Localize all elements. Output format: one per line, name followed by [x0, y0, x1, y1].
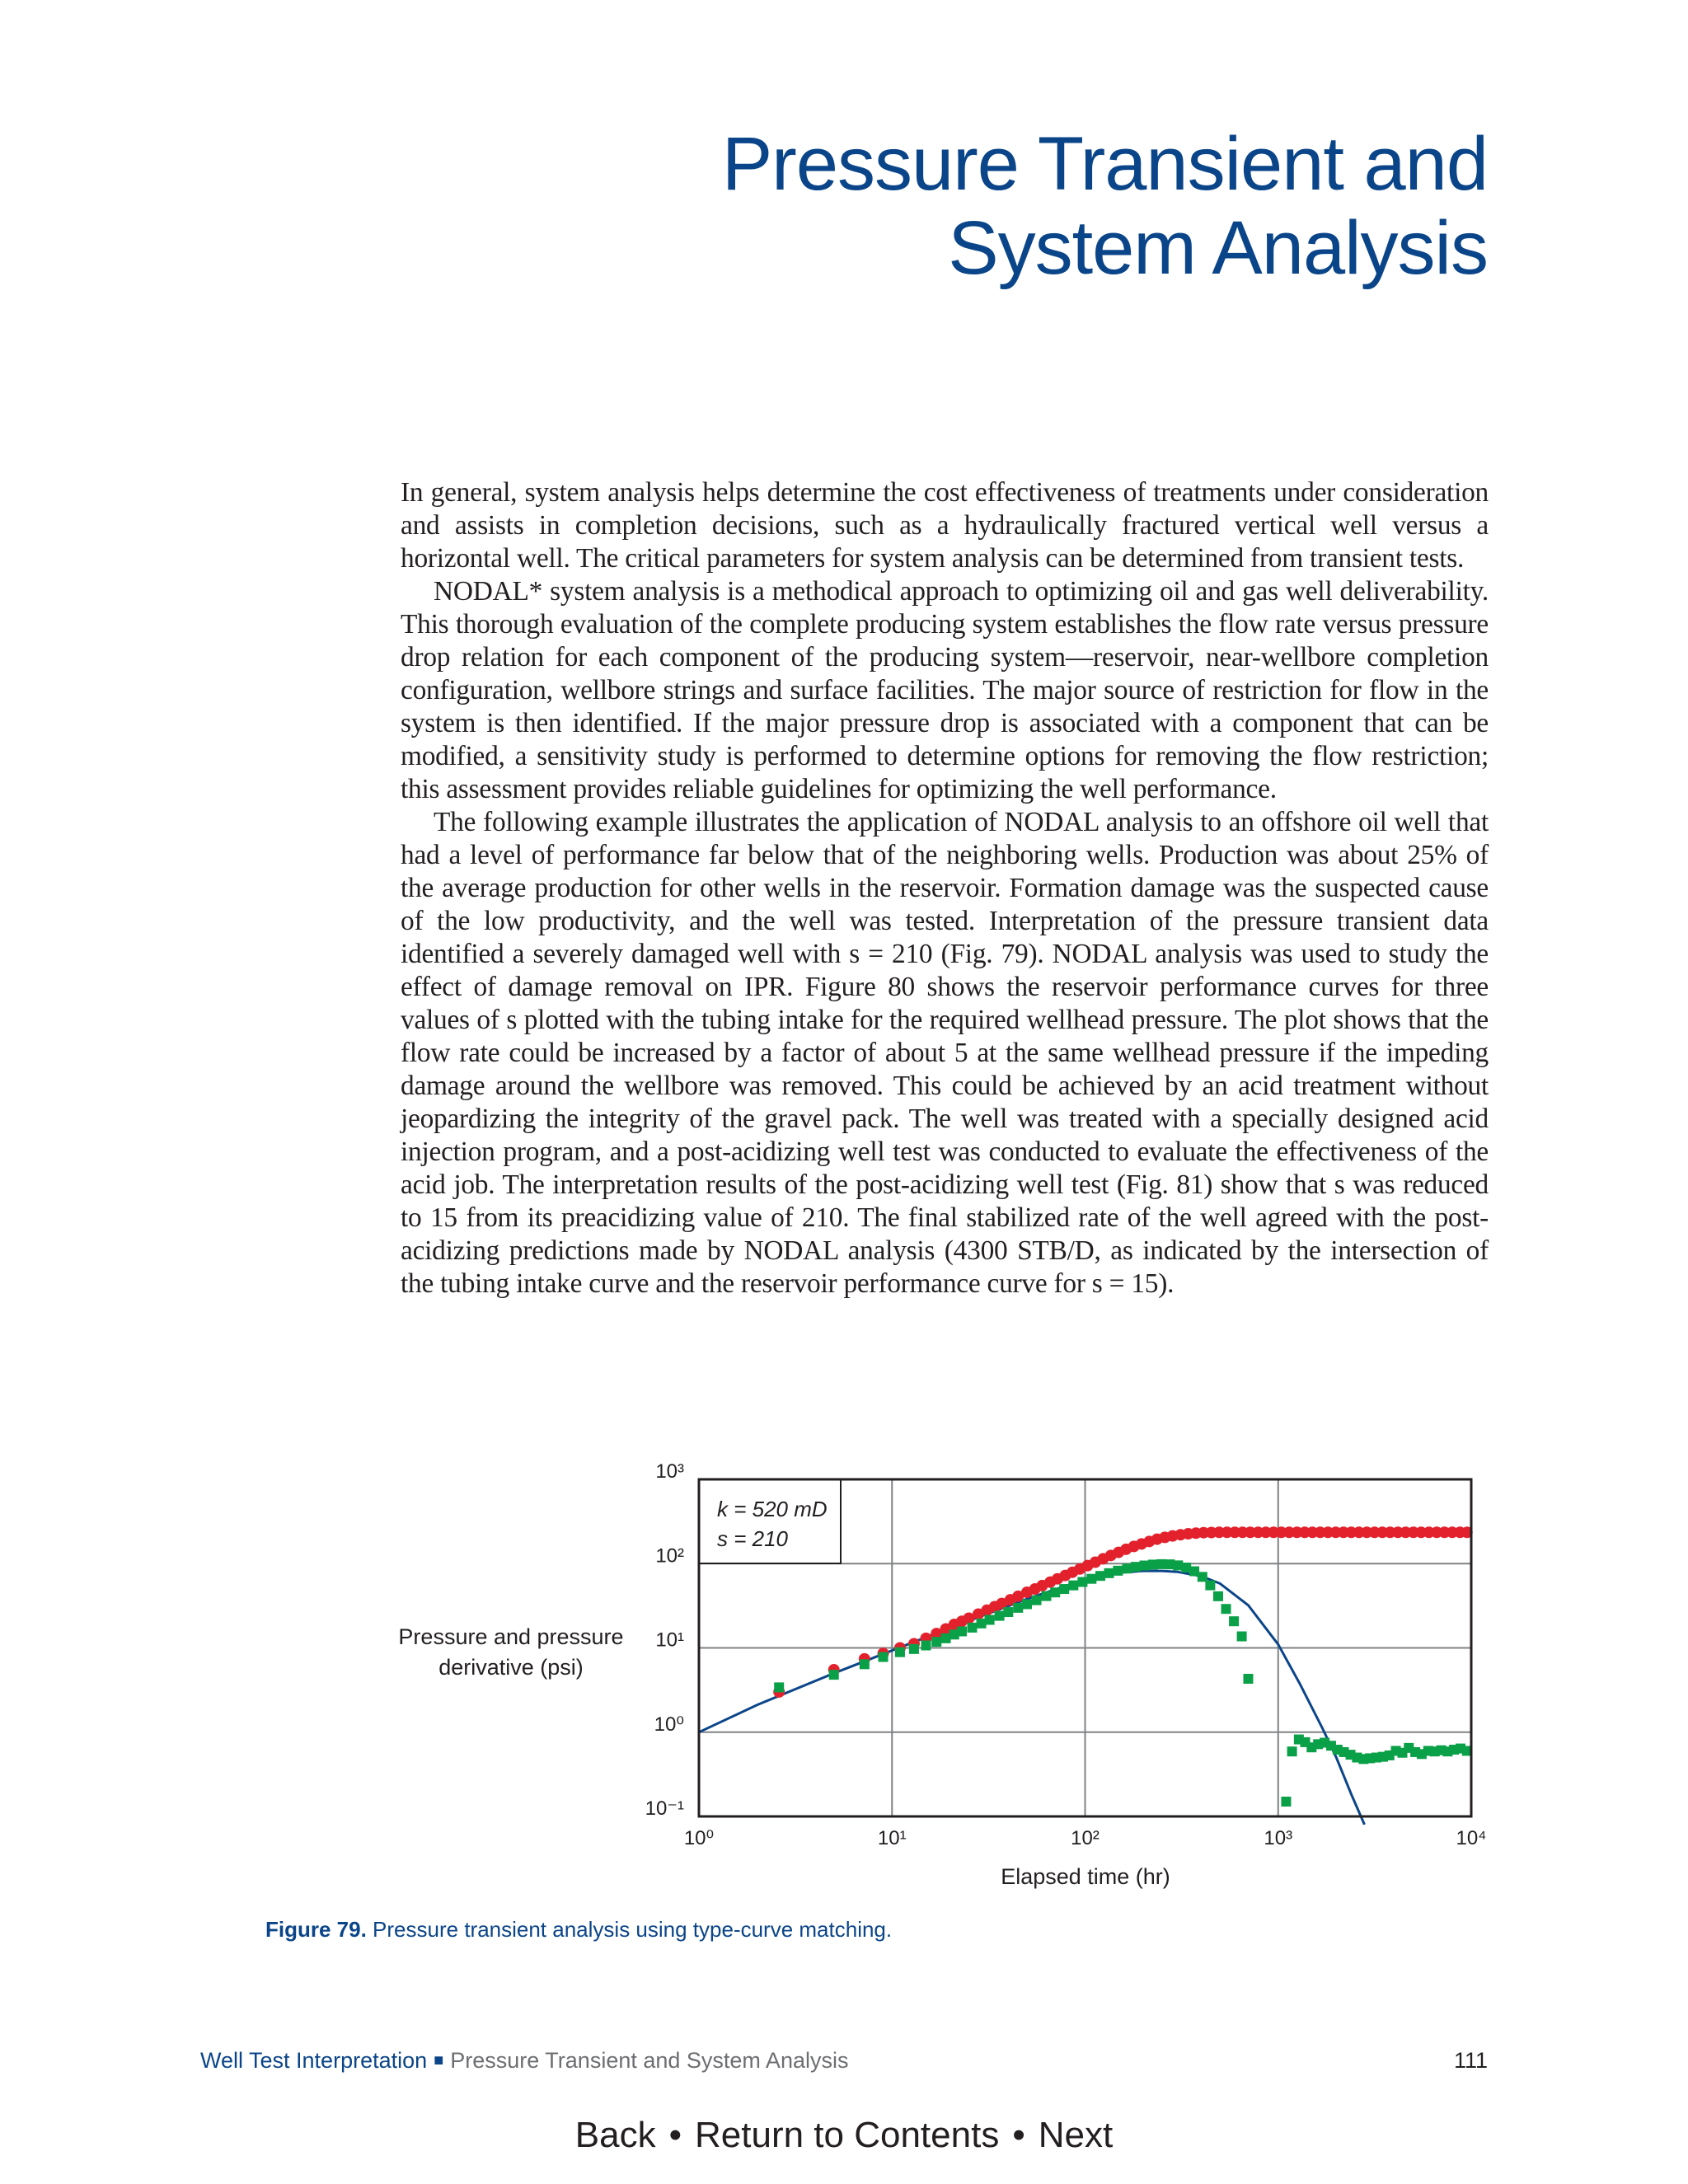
x-tick-label: 10² [1071, 1827, 1100, 1849]
derivative-point [1059, 1584, 1069, 1594]
derivative-point [1243, 1674, 1253, 1684]
derivative-point [1131, 1562, 1141, 1572]
derivative-point [1287, 1746, 1297, 1756]
return-to-contents-link[interactable]: Return to Contents [695, 2115, 1000, 2155]
x-tick-label: 10⁰ [683, 1827, 715, 1849]
x-tick-label: 10¹ [877, 1827, 907, 1849]
footer-section-title: Pressure Transient and System Analysis [450, 2048, 849, 2073]
derivative-point [1113, 1566, 1123, 1576]
derivative-point [1237, 1632, 1247, 1642]
paragraph-2: NODAL* system analysis is a methodical approach to optimizing oil and gas well deliverability. This thorough evaluation of the complete producing system establishes the flow rate versus pressure drop relation for each component of the producing system—reservoir, near-wellbore completion configuration, wellbore strings and surface facilities. The major source of restriction for flow in the system is then identified. If the major pressure drop is associated with a component that can be modified, a sensitivity study is performed to determine options for removing the flow restriction; this assessment provides reliable guidelines for optimizing the well performance. [401, 576, 1489, 804]
x-axis-label: Elapsed time (hr) [1001, 1864, 1170, 1889]
y-tick-label: 10² [655, 1544, 684, 1568]
back-link[interactable]: Back [574, 2115, 656, 2155]
annotation-skin: s = 210 [717, 1526, 789, 1551]
derivative-point [1213, 1591, 1223, 1601]
derivative-point [895, 1647, 905, 1657]
footer-separator-icon: ■ [434, 2051, 444, 2069]
derivative-point [1013, 1603, 1023, 1613]
derivative-point [1281, 1797, 1291, 1807]
paragraph-3: The following example illustrates the application of NODAL analysis to an offshore oil well that had a level of performance far below that of the neighboring wells. Production was about 25% of the average production for other wells in the reservoir. Formation damage was the suspected cause of the low productivity, and the well was tested. Interpretation of the pressure transient data identified a severely damaged well with s = 210 (Fig. 79). NODAL analysis was used to study the effect of damage removal on IPR. Figure 80 shows the reservoir performance curves for three values of s plotted with the tubing intake for the required wellhead pressure. The plot shows that the flow rate could be increased by a factor of about 5 at the same wellhead pressure if the impeding damage around the wellbore was removed. This could be achieved by an acid treatment without jeopardizing the integrity of the gravel pack. The well was treated with a specially designed acid injection program, and a post-acidizing well test was conducted to evaluate the effectiveness of the acid job. The interpretation results of the post-acidizing well test (Fig. 81) show that s was reduced to 15 from its preacidizing value of 210. The final stabilized rate of the well agreed with the post-acidizing predictions made by NODAL analysis (4300 STB/D, as indicated by the intersection of the tubing intake curve and the reservoir performance curve for s = 15). [401, 807, 1489, 1299]
y-tick-label: 10³ [655, 1460, 684, 1483]
next-link[interactable]: Next [1038, 2115, 1114, 2155]
footer-book-title: Well Test Interpretation [200, 2048, 428, 2073]
derivative-point [1148, 1559, 1158, 1569]
annotation-permeability: k = 520 mD [717, 1497, 828, 1521]
paragraph-1: In general, system analysis helps determine the cost effectiveness of treatments under consideration and assists in completion decisions, such as a hydraulically fractured vertical well versus a horizontal well. The critical parameters for system analysis can be determined from transient tests. [401, 477, 1489, 574]
derivative-point [1068, 1581, 1078, 1591]
derivative-point [985, 1615, 995, 1625]
derivative-point [1050, 1587, 1060, 1597]
derivative-point [967, 1623, 977, 1633]
page-number: 111 [1453, 2048, 1488, 2073]
y-axis-label: Pressure and pressure derivative (psi) [398, 1624, 624, 1680]
derivative-point [957, 1626, 967, 1636]
derivative-point [1041, 1591, 1051, 1601]
derivative-point [1205, 1581, 1215, 1591]
page-footer [200, 2048, 1488, 2074]
derivative-point [1104, 1568, 1114, 1578]
x-tick-label: 10⁴ [1456, 1827, 1487, 1849]
y-tick-label: 10⁻¹ [645, 1797, 684, 1820]
derivative-point [1022, 1599, 1032, 1609]
page-title-line-2: System Analysis [948, 206, 1488, 290]
figure-caption [265, 1917, 892, 1943]
y-tick-label: 10⁰ [654, 1713, 684, 1736]
derivative-point [921, 1640, 931, 1650]
derivative-point [1229, 1616, 1239, 1626]
derivative-point [1077, 1577, 1087, 1586]
derivative-point [774, 1682, 784, 1692]
figure-caption-number: Figure 79. [265, 1917, 367, 1942]
y-tick-label: 10¹ [655, 1629, 684, 1652]
page-navigation [0, 2115, 1688, 2156]
derivative-point [931, 1637, 941, 1647]
nav-separator-icon: • [1012, 2115, 1025, 2155]
derivative-point [1095, 1571, 1105, 1581]
derivative-point [1198, 1572, 1207, 1582]
derivative-point [1086, 1574, 1096, 1584]
derivative-point [1140, 1561, 1150, 1571]
derivative-point [909, 1644, 919, 1654]
derivative-point [995, 1611, 1005, 1621]
derivative-point [879, 1652, 889, 1662]
derivative-point [1032, 1596, 1042, 1605]
derivative-point [860, 1659, 870, 1669]
nav-separator-icon: • [668, 2115, 682, 2155]
derivative-point [1221, 1604, 1231, 1614]
derivative-point [1122, 1563, 1132, 1573]
derivative-point [829, 1670, 839, 1680]
figure-caption-text: Pressure transient analysis using type-curve matching. [366, 1917, 893, 1942]
page-title-line-1: Pressure Transient and [721, 122, 1488, 206]
derivative-point [1003, 1607, 1013, 1617]
x-tick-label: 10³ [1264, 1827, 1293, 1849]
